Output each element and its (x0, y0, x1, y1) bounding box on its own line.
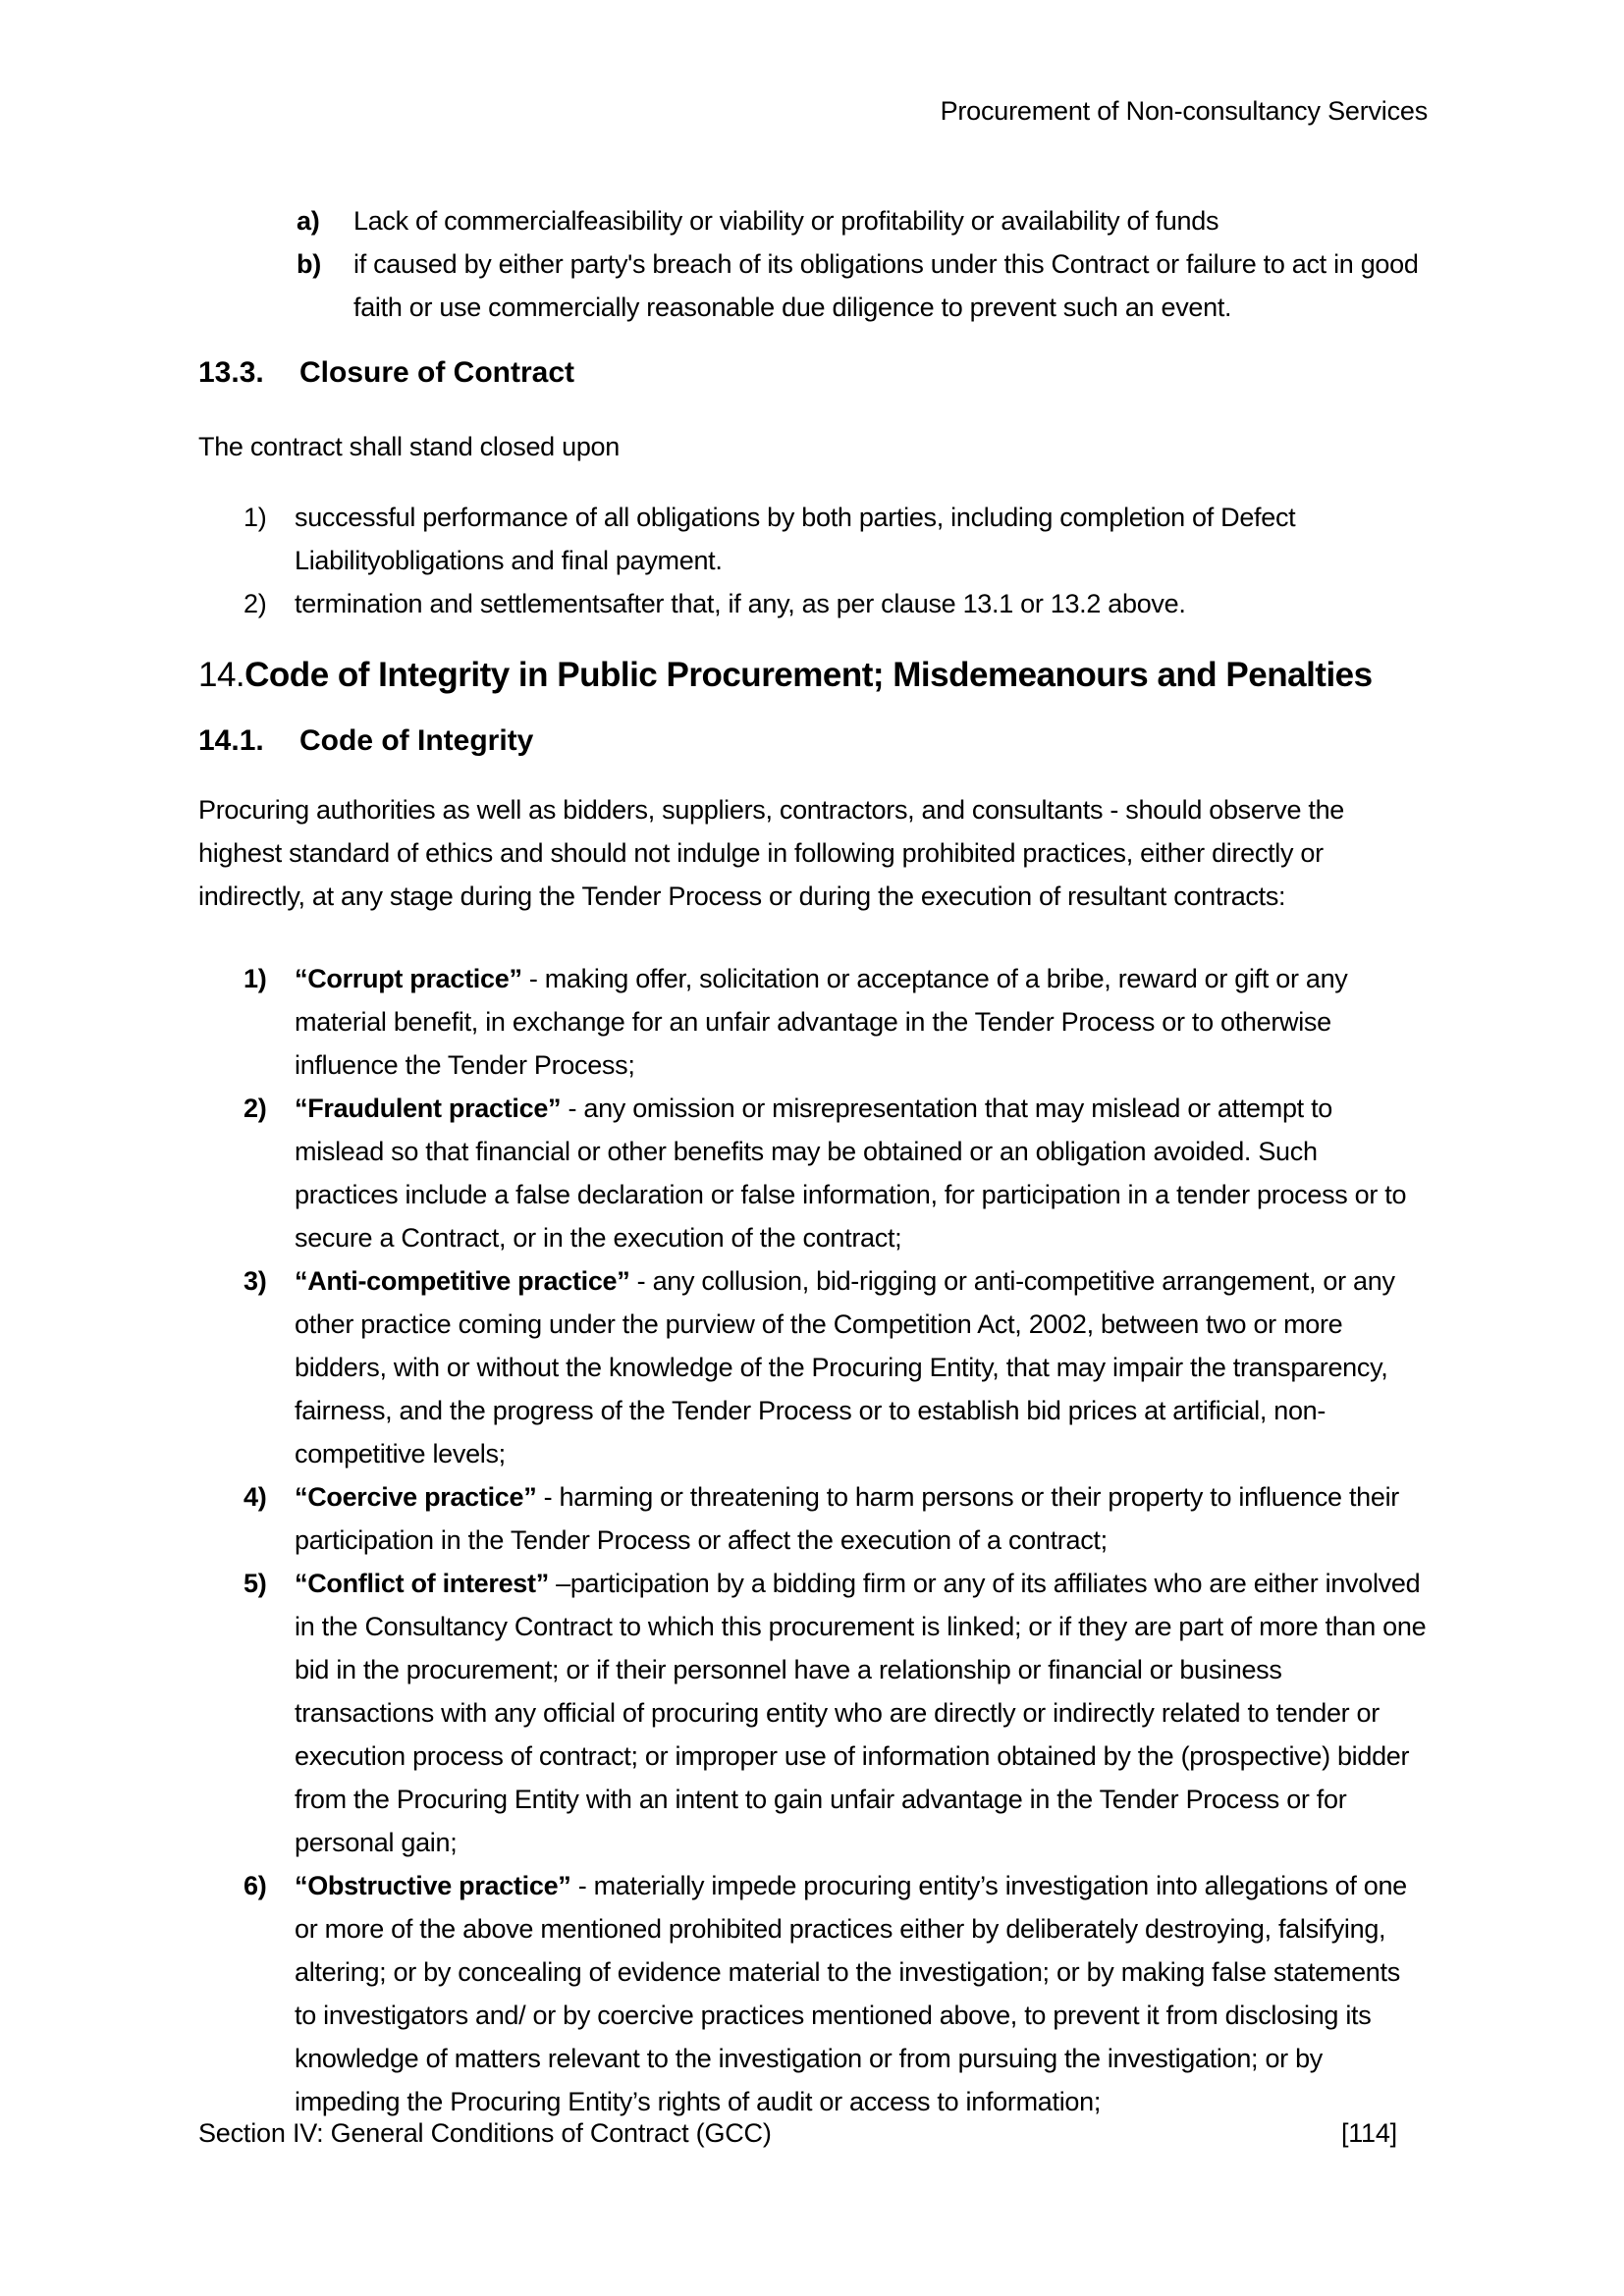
list-item-text: successful performance of all obligations by both parties, including completion of Defect Liabilityobligations and final payment. (295, 503, 1296, 575)
list-item (198, 242, 1428, 329)
page-footer (198, 2118, 1397, 2149)
section-14-heading (198, 650, 1428, 701)
section-14-1-heading (198, 720, 1428, 763)
practice-term: “Coercive practice” (295, 1482, 537, 1512)
list-marker: 2) (244, 1094, 267, 1123)
page-content (198, 199, 1428, 2123)
practice-definition: - any collusion, bid-rigging or anti-competitive arrangement, or any other practice coming under the purview of the Competition Act, 2002, between two or more bidders, with or without the knowledge of the Procuring Entity, that may impair the transparency, fairness, and the progress of the Tender Process or to establish bid prices at artificial, non-competitive levels; (295, 1266, 1395, 1468)
list-marker: 6) (244, 1871, 267, 1900)
list-item (198, 1864, 1428, 2123)
list-marker: a) (297, 206, 320, 236)
section-title: Closure of Contract (299, 356, 575, 389)
practice-definition: - making offer, solicitation or acceptance of a bribe, reward or gift or any material benefit, in exchange for an unfair advantage in the Tender Process or to otherwise influence the Tender Process; (295, 964, 1348, 1080)
list-marker: 3) (244, 1266, 267, 1296)
list-item-text: termination and settlementsafter that, if any, as per clause 13.1 or 13.2 above. (295, 589, 1186, 618)
practice-definition: - any omission or misrepresentation that may mislead or attempt to mislead so that financial or other benefits may be obtained or an obligation avoided. Such practices include a false declaration or false information, for participation in a tender process or to secure a Contract, or in the execution of the contract; (295, 1094, 1407, 1253)
practice-term: “Fraudulent practice” (295, 1094, 562, 1123)
practice-definition: - harming or threatening to harm persons or their property to influence their participation in the Tender Process or affect the execution of a contract; (295, 1482, 1399, 1555)
intro-list (198, 199, 1428, 329)
list-item (198, 582, 1428, 625)
list-item (198, 1087, 1428, 1259)
practice-definition: - materially impede procuring entity’s investigation into allegations of one or more of the above mentioned prohibited practices either by deliberately destroying, falsifying, altering; or by concealing of evidence material to the investigation; or by making false statements to investigators and/ or by coercive practices mentioned above, to prevent it from disclosing its knowledge of matters relevant to the investigation or from pursuing the investigation; or by impeding the Procuring Entity’s rights of audit or access to information; (295, 1871, 1407, 2116)
list-marker: 2) (244, 589, 267, 618)
list-marker: 1) (244, 964, 267, 993)
section-number: 14.1. (198, 724, 264, 757)
list-item (198, 1475, 1428, 1562)
list-item (198, 199, 1428, 242)
practice-term: “Obstructive practice” (295, 1871, 571, 1900)
list-item-text: Lack of commercialfeasibility or viability or profitability or availability of funds (353, 206, 1219, 236)
page-header (198, 96, 1428, 127)
list-item-text: if caused by either party's breach of its obligations under this Contract or failure to act in good faith or use commercially reasonable due diligence to prevent such an event. (353, 249, 1419, 322)
practice-term: “Corrupt practice” (295, 964, 522, 993)
list-item (198, 496, 1428, 582)
list-marker: 4) (244, 1482, 267, 1512)
list-marker: 1) (244, 503, 267, 532)
closure-list (198, 496, 1428, 625)
list-item (198, 1259, 1428, 1475)
list-marker: 5) (244, 1569, 267, 1598)
footer-page-number: [114] (1340, 2118, 1397, 2148)
paragraph-text: Procuring authorities as well as bidders, suppliers, contractors, and consultants - should observe the highest standard of ethics and should not indulge in following prohibited practices, either directly or indirectly, at any stage during the Tender Process or during the execution of resultant contracts: (198, 795, 1345, 911)
list-marker: b) (297, 249, 321, 279)
practice-definition: –participation by a bidding firm or any of its affiliates who are either involved in the Consultancy Contract to which this procurement is linked; or if they are part of more than one bid in the procurement; or if their personnel have a relationship or financial or business transactions with any official of procuring entity who are directly or indirectly related to tender or execution process of contract; or improper use of information obtained by the (prospective) bidder from the Procuring Entity with an intent to gain unfair advantage in the Tender Process or for personal gain; (295, 1569, 1427, 1857)
header-title: Procurement of Non-consultancy Services (940, 96, 1428, 126)
section-title: Code of Integrity in Public Procurement; Misdemeanours and Penalties (244, 656, 1373, 694)
closure-intro-paragraph (198, 425, 1428, 468)
paragraph-text: The contract shall stand closed upon (198, 432, 620, 461)
section-number: 13.3. (198, 356, 264, 389)
list-item (198, 1562, 1428, 1864)
practice-term: “Anti-competitive practice” (295, 1266, 630, 1296)
list-item (198, 957, 1428, 1087)
section-13-3-heading (198, 351, 1428, 395)
section-number: 14. (198, 656, 245, 694)
prohibited-practices-list (198, 957, 1428, 2123)
integrity-paragraph (198, 788, 1428, 918)
practice-term: “Conflict of interest” (295, 1569, 549, 1598)
section-title: Code of Integrity (299, 724, 534, 757)
footer-section-label: Section IV: General Conditions of Contract (GCC) (198, 2118, 772, 2148)
